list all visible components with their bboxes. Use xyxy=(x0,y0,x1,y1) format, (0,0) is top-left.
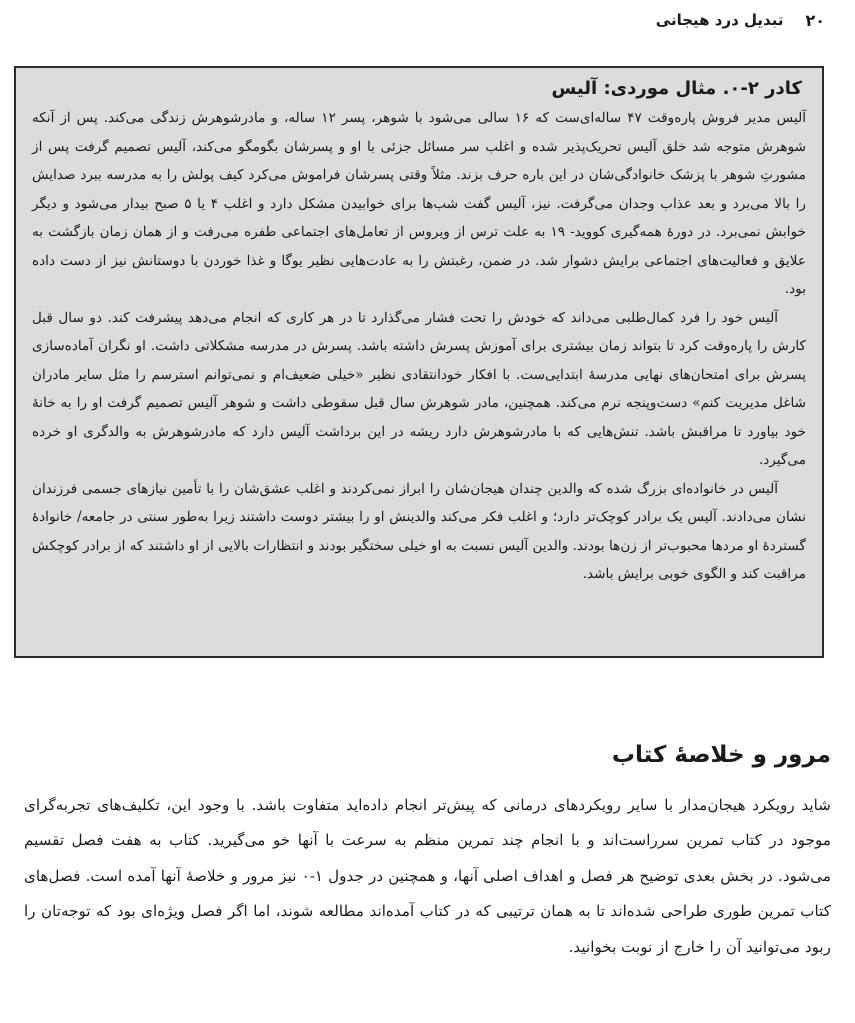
case-study-paragraph: آلیس خود را فرد کمال‌طلبی می‌داند که خودش را تحت فشار می‌گذارد تا در هر کاری که انجام می‌دهد پیشرفت کند. دو سال قبل کارش را پاره‌وقت کرد تا بتواند زمان بیشتری برای آموزش پسرش داشته باشد. پسرش در مدرسه مشکلاتی داشت. او نگران آماده‌سازی پسرش برای امتحان‌های نهایی مدرسهٔ ابتدایی‌ست. با افکار خودانتقادی نظیر «خیلی ضعیف‌ام و نمی‌توانم استرسم را مثل سایر مادران شاغل مدیریت کنم» دست‌وپنجه نرم می‌کند. همچنین، مادر شوهرش سال قبل سقوطی داشت و شوهر آلیس تصمیم گرفت او را به خانهٔ خود بیاورد تا مراقبش باشد. تنش‌هایی که با مادرشوهرش دارد ریشه در این برداشت آلیس دارد که مادرشوهرش به والدگری او خرده می‌گیرد. xyxy=(32,309,806,468)
page-number: ۲۰ xyxy=(805,10,825,30)
case-study-box-body xyxy=(32,104,806,589)
case-study-box-title: کادر ۲-۰. مثال موردی: آلیس xyxy=(551,78,802,99)
case-study-box xyxy=(14,66,824,658)
section-body-paragraph: شاید رویکرد هیجان‌مدار با سایر رویکردهای درمانی که پیش‌تر انجام داده‌اید متفاوت باشد. با وجود این، تکلیف‌های تجربه‌گرای موجود در کتاب تمرین سرراست‌اند و با انجام چند تمرین منظم به سرعت با آنها خو می‌گیرید. کتاب به هفت فصل تقسیم می‌شود. در بخش بعدی توضیح هر فصل و اهداف اصلی آنها، و همچنین در جدول ۱-۰ نیز مرور و خلاصهٔ آنها آمده است. فصل‌های کتاب تمرین طوری طراحی شده‌اند تا به همان ترتیبی که در کتاب آمده‌اند مطالعه شوند، اما اگر فصل ویژه‌ای بود که توجه‌تان را ربود می‌توانید آن را خارج از نوبت بخوانید. xyxy=(24,796,831,956)
case-study-paragraph: آلیس در خانواده‌ای بزرگ شده که والدین چندان هیجان‌شان را ابراز نمی‌کردند و اغلب عشق‌شان را با تأمین نیازهای جسمی فرزندان نشان می‌دادند. آلیس یک برادر کوچک‌تر دارد؛ و اغلب فکر می‌کند والدینش او را بیشتر دوست داشتند زیرا به‌طور سنتی در جامعه/ خانوادهٔ گستردهٔ او مردها محبوب‌تر از زن‌ها بودند. والدین آلیس نسبت به او خیلی سختگیر بودند و انتظارات بالایی از او داشتند که از برادر کوچکش مراقبت کند و الگوی خوبی برایش باشد. xyxy=(32,480,806,582)
running-title: تبدیل درد هیجانی xyxy=(655,11,784,29)
running-header xyxy=(30,8,825,32)
section-heading: مرور و خلاصهٔ کتاب xyxy=(611,742,831,768)
case-study-paragraph: آلیس مدیر فروش پاره‌وقت ۴۷ ساله‌ای‌ست که ۱۶ سالی می‌شود با شوهر، پسر ۱۲ ساله، و مادرشوهرش زندگی می‌کند. پس از آنکه شوهرش متوجه شد خلق آلیس تحریک‌پذیر شده و اغلب سر مسائل جزئی با او و پسرشان بگومگو می‌کند، آلیس تصمیم گرفت پس از مشورتِ شوهر با پزشک خانوادگی‌شان در این باره حرف بزند. مثلاً وقتی پسرشان فراموش می‌کرد کیف پولش را به مدرسه ببرد صدایش را بالا می‌برد و بعد عذاب وجدان می‌گرفت. نیز، آلیس گفت شب‌ها برای خوابیدن مشکل دارد و اغلب ۴ یا ۵ صبح بیدار می‌شود و دیگر خوابش نمی‌برد. در دورهٔ همه‌گیری کووید- ۱۹ به علت ترس از ویروس از تعامل‌های اجتماعی طفره می‌رفت و از همان زمان بازگشت به علایق و فعالیت‌های اجتماعی برایش دشوار شد. در ضمن، رغبتش را به عادت‌هایی نظیر یوگا و غذا خوردن با دوستانش نیز از دست داده بود. xyxy=(32,110,807,297)
